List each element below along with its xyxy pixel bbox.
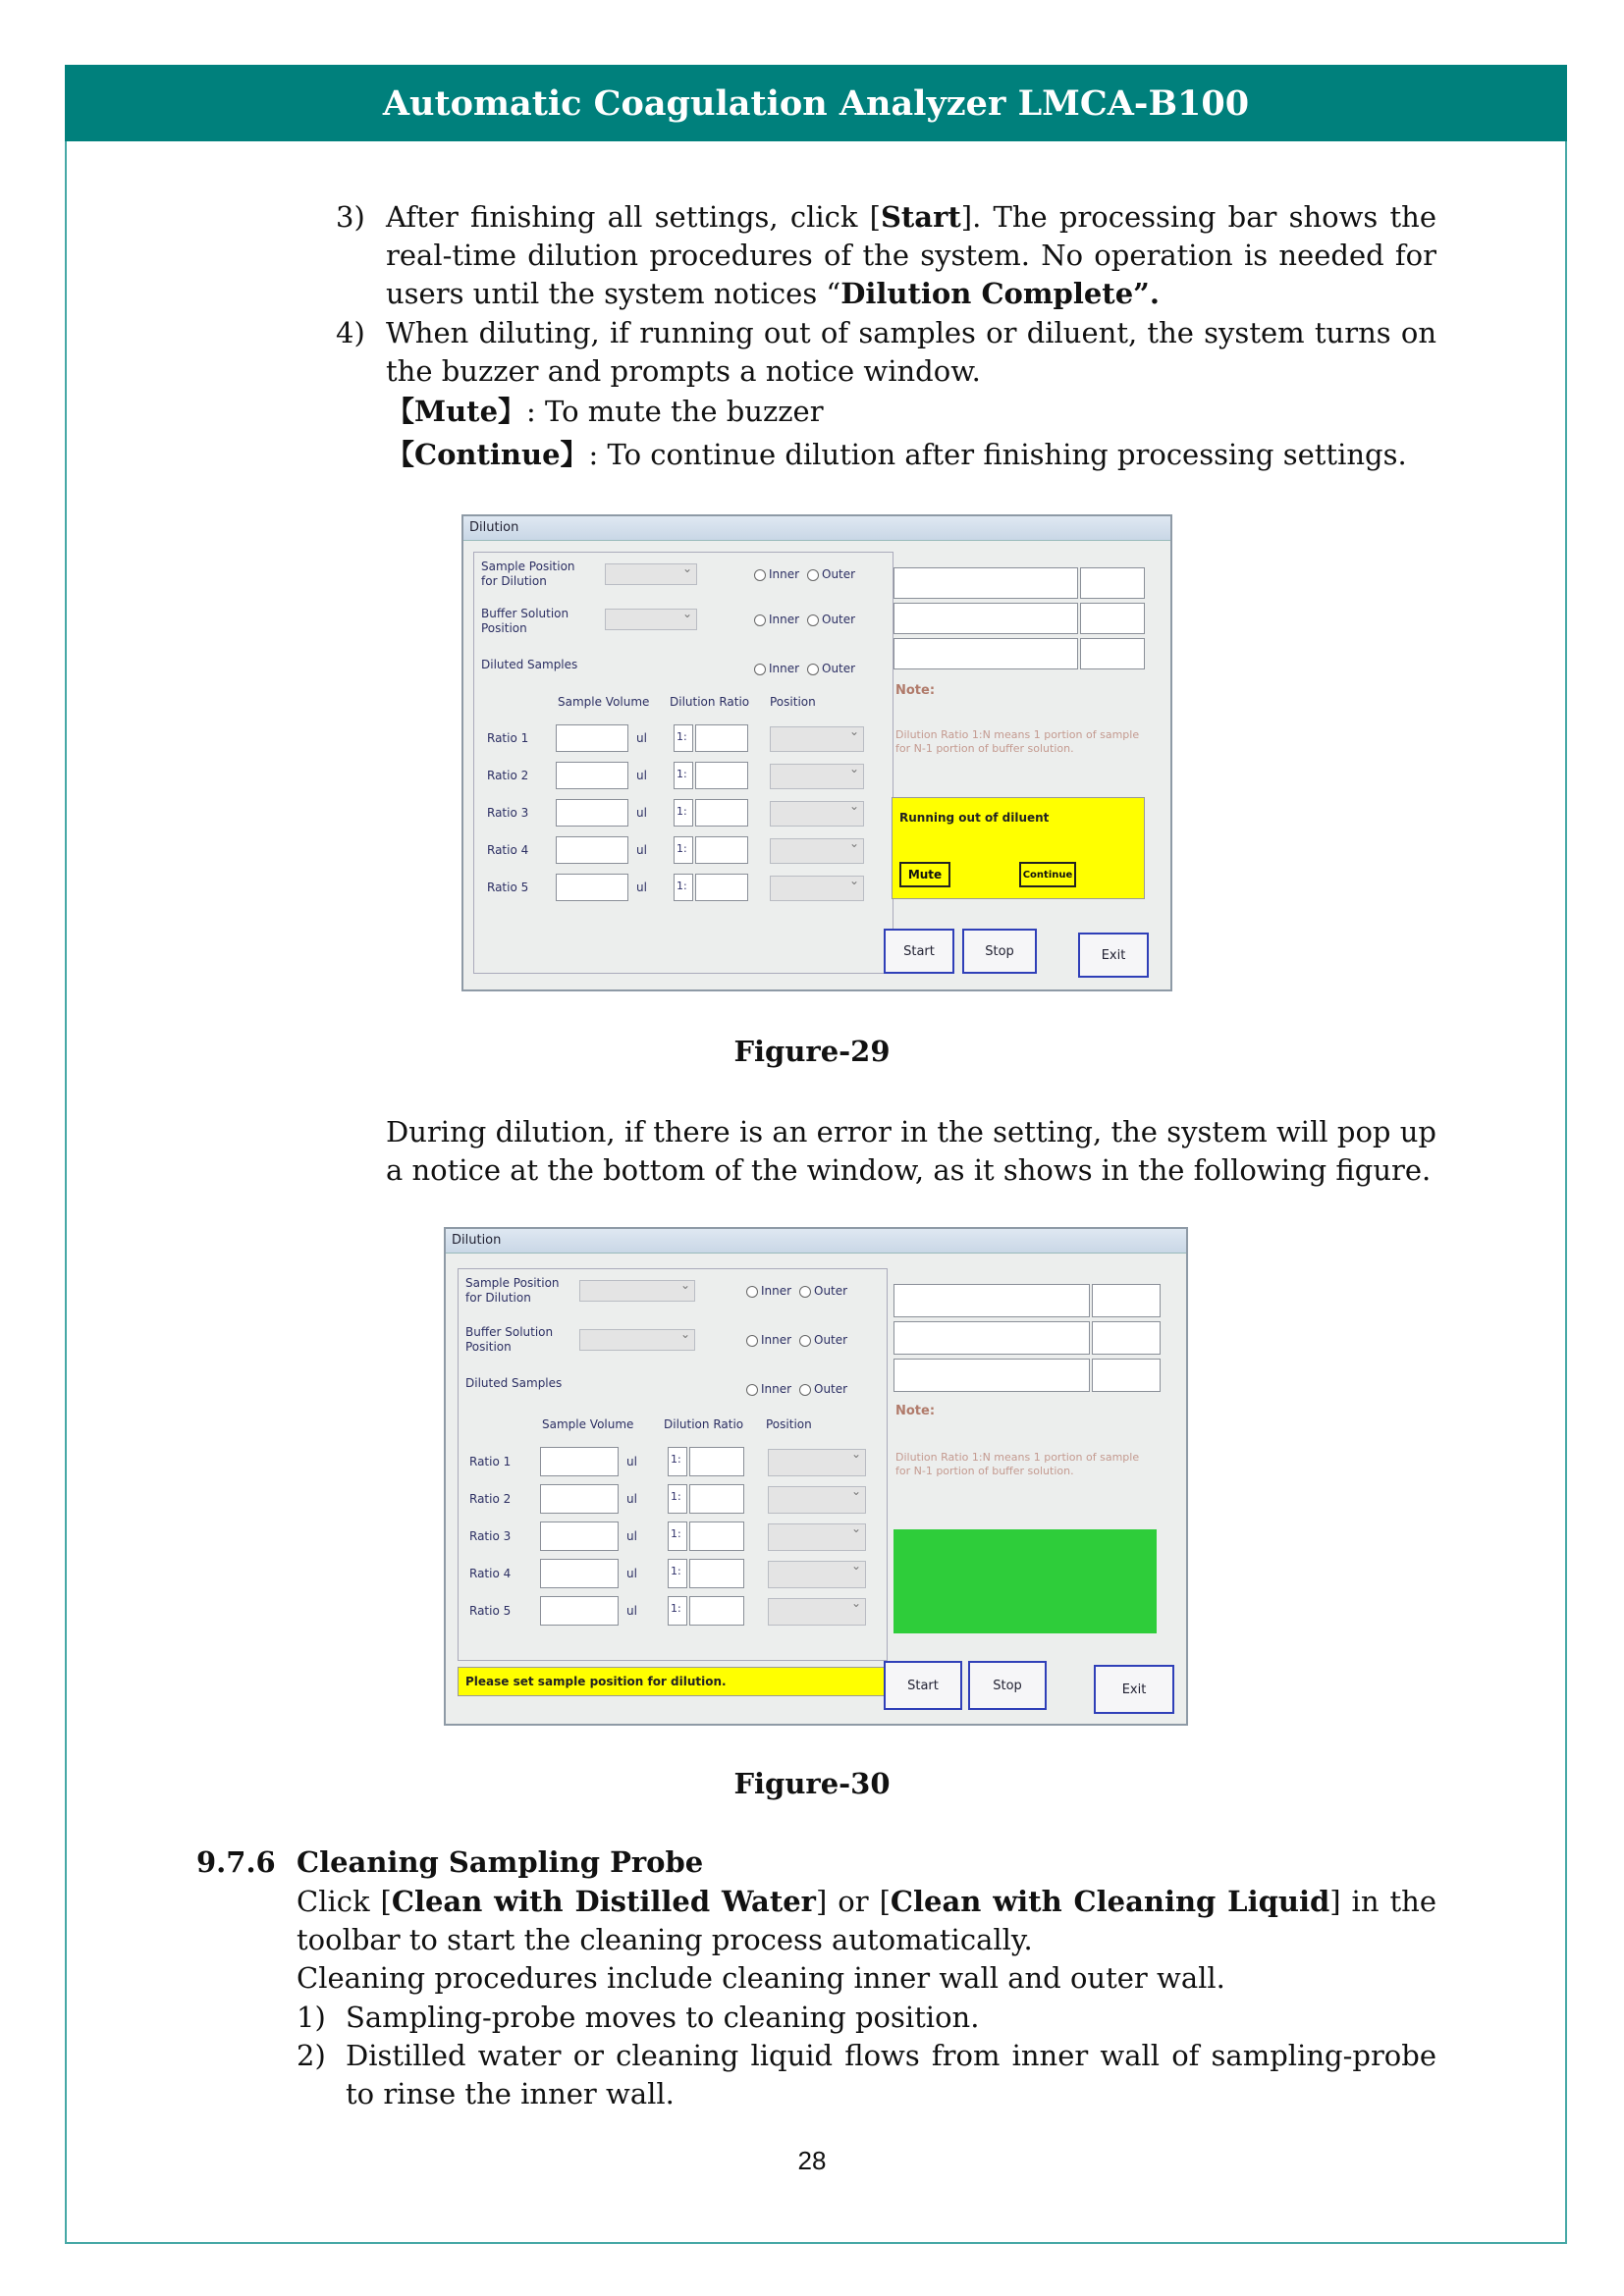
step-2-text: Distilled water or cleaning liquid flows from inner wall of sampling-probe to rinse the inner wall. — [346, 2039, 1436, 2110]
ratio-1-volume-input[interactable] — [556, 724, 628, 752]
stop-button[interactable]: Stop — [962, 929, 1037, 974]
ratio-1-prefix: 1: — [674, 724, 693, 752]
col-position: Position — [770, 695, 816, 709]
ratio-2-volume-input[interactable] — [556, 762, 628, 789]
ratio-1-unit: ul — [636, 731, 647, 745]
col-position: Position — [766, 1417, 812, 1431]
right-field-3b — [1092, 1359, 1161, 1392]
step-2-number: 2) — [297, 2039, 326, 2072]
sample-position-combo[interactable] — [605, 563, 697, 585]
ratio-3-unit: ul — [636, 806, 647, 820]
ratio-2-label: Ratio 2 — [487, 769, 529, 782]
continue-button[interactable]: Continue — [1019, 862, 1076, 887]
sample-position-label: Sample Position for Dilution — [481, 560, 575, 588]
ratio-5-volume-input[interactable] — [540, 1596, 619, 1626]
ratio-3-label: Ratio 3 — [487, 806, 529, 820]
header-title: Automatic Coagulation Analyzer LMCA-B100 — [382, 82, 1250, 124]
right-field-1b — [1080, 567, 1145, 599]
ratio-5-label: Ratio 5 — [487, 881, 529, 894]
ratio-4-position-combo[interactable] — [768, 1561, 866, 1588]
buffer-inner-radio[interactable]: Inner — [746, 1333, 791, 1347]
buffer-position-combo[interactable] — [579, 1329, 695, 1351]
figure-30-caption: Figure-30 — [733, 1767, 891, 1800]
ratio-5-prefix: 1: — [674, 874, 693, 901]
ratio-3-volume-input[interactable] — [540, 1522, 619, 1551]
buffer-outer-radio[interactable]: Outer — [807, 613, 855, 626]
ratio-3-position-combo[interactable] — [768, 1523, 866, 1551]
ratio-2-position-combo[interactable] — [770, 764, 864, 789]
ratio-1-volume-input[interactable] — [540, 1447, 619, 1476]
step-1-text: Sampling-probe moves to cleaning position. — [346, 2001, 980, 2034]
right-field-2b — [1080, 603, 1145, 634]
ratio-4-volume-input[interactable] — [540, 1559, 619, 1588]
buffer-outer-radio[interactable]: Outer — [799, 1333, 847, 1347]
ratio-2-ratio-input[interactable] — [689, 1484, 744, 1514]
ratio-5-position-combo[interactable] — [768, 1598, 866, 1626]
header-banner — [65, 65, 1567, 141]
sample-inner-radio[interactable]: Inner — [746, 1284, 791, 1298]
note-text: Dilution Ratio 1:N means 1 portion of sample for N-1 portion of buffer solution. — [895, 1451, 1140, 1477]
exit-button[interactable]: Exit — [1078, 933, 1149, 978]
between-paragraph: During dilution, if there is an error in the setting, the system will pop up a notice at the bottom of the window, as it shows in the following figure. — [386, 1115, 1436, 1187]
exit-button[interactable]: Exit — [1094, 1665, 1174, 1714]
item-3-number: 3) — [336, 200, 365, 234]
col-sample-volume: Sample Volume — [542, 1417, 634, 1431]
right-field-3a — [893, 638, 1078, 669]
status-box — [893, 1529, 1157, 1633]
section-number: 9.7.6 — [196, 1845, 276, 1879]
item-4-text: When diluting, if running out of samples or diluent, the system turns on the buzzer and prompts a notice window. — [386, 316, 1436, 388]
stop-button[interactable]: Stop — [968, 1661, 1047, 1710]
buffer-position-label: Buffer Solution Position — [465, 1325, 554, 1354]
ratio-5-label: Ratio 5 — [469, 1604, 512, 1618]
ratio-2-volume-input[interactable] — [540, 1484, 619, 1514]
diluted-outer-radio[interactable]: Outer — [807, 662, 855, 675]
right-field-3a — [893, 1359, 1090, 1392]
ratio-1-unit: ul — [626, 1455, 637, 1468]
ratio-1-label: Ratio 1 — [469, 1455, 512, 1468]
section-paragraph-2: Cleaning procedures include cleaning inner wall and outer wall. — [297, 1961, 1225, 1995]
ratio-2-prefix: 1: — [668, 1484, 687, 1514]
item-4-number: 4) — [336, 316, 365, 349]
ratio-4-volume-input[interactable] — [556, 836, 628, 864]
diluted-outer-radio[interactable]: Outer — [799, 1382, 847, 1396]
ratio-2-unit: ul — [636, 769, 647, 782]
right-field-2b — [1092, 1321, 1161, 1355]
mute-button[interactable]: Mute — [899, 862, 950, 887]
col-dilution-ratio: Dilution Ratio — [670, 695, 750, 709]
ratio-5-ratio-input[interactable] — [689, 1596, 744, 1626]
ratio-4-unit: ul — [626, 1567, 637, 1580]
start-button[interactable]: Start — [884, 1661, 962, 1710]
ratio-3-ratio-input[interactable] — [695, 799, 748, 827]
ratio-1-label: Ratio 1 — [487, 731, 529, 745]
diluted-samples-label: Diluted Samples — [481, 658, 578, 671]
ratio-1-position-combo[interactable] — [770, 726, 864, 752]
ratio-3-prefix: 1: — [668, 1522, 687, 1551]
ratio-2-ratio-input[interactable] — [695, 762, 748, 789]
ratio-3-unit: ul — [626, 1529, 637, 1543]
ratio-5-ratio-input[interactable] — [695, 874, 748, 901]
ratio-2-label: Ratio 2 — [469, 1492, 512, 1506]
diluted-samples-label: Diluted Samples — [465, 1376, 563, 1390]
ratio-1-ratio-input[interactable] — [695, 724, 748, 752]
dialog-title: Dilution — [446, 1229, 1186, 1254]
section-paragraph-1: Click [Clean with Distilled Water] or [Clean with Cleaning Liquid] in the toolbar to start the cleaning process automatically. — [297, 1885, 1436, 1956]
buffer-position-label: Buffer Solution Position — [481, 607, 569, 635]
ratio-1-position-combo[interactable] — [768, 1449, 866, 1476]
figure-30-dialog — [444, 1227, 1188, 1726]
ratio-4-ratio-input[interactable] — [695, 836, 748, 864]
sample-inner-radio[interactable]: Inner — [754, 567, 799, 581]
right-field-3b — [1080, 638, 1145, 669]
diluted-inner-radio[interactable]: Inner — [746, 1382, 791, 1396]
item-3-text: After finishing all settings, click [Start]. The processing bar shows the real-time dilution procedures of the system. No operation is needed for users until the system notices “Dilution Complete”. — [386, 200, 1436, 310]
figure-29-caption: Figure-29 — [733, 1035, 891, 1068]
page-number: 28 — [797, 2146, 827, 2175]
ratio-2-prefix: 1: — [674, 762, 693, 789]
note-text: Dilution Ratio 1:N means 1 portion of sample for N-1 portion of buffer solution. — [895, 728, 1140, 755]
right-field-1b — [1092, 1284, 1161, 1317]
right-field-1a — [893, 567, 1078, 599]
ratio-4-label: Ratio 4 — [469, 1567, 512, 1580]
buffer-position-combo[interactable] — [605, 609, 697, 630]
figure-29-dialog — [461, 514, 1172, 991]
ratio-3-volume-input[interactable] — [556, 799, 628, 827]
ratio-4-position-combo[interactable] — [770, 838, 864, 864]
start-button[interactable]: Start — [884, 929, 954, 974]
ratio-5-volume-input[interactable] — [556, 874, 628, 901]
ratio-5-position-combo[interactable] — [770, 876, 864, 901]
sample-outer-radio[interactable]: Outer — [799, 1284, 847, 1298]
ratio-4-ratio-input[interactable] — [689, 1559, 744, 1588]
error-text: Please set sample position for dilution. — [465, 1675, 727, 1688]
col-sample-volume: Sample Volume — [558, 695, 650, 709]
col-dilution-ratio: Dilution Ratio — [664, 1417, 744, 1431]
ratio-5-unit: ul — [636, 881, 647, 894]
ratio-5-unit: ul — [626, 1604, 637, 1618]
ratio-2-unit: ul — [626, 1492, 637, 1506]
sample-position-label: Sample Position for Dilution — [465, 1276, 560, 1305]
right-field-2a — [893, 603, 1078, 634]
ratio-3-position-combo[interactable] — [770, 801, 864, 827]
ratio-4-label: Ratio 4 — [487, 843, 529, 857]
mute-description: 【Mute】: To mute the buzzer — [386, 395, 824, 428]
ratio-4-prefix: 1: — [668, 1559, 687, 1588]
sample-outer-radio[interactable]: Outer — [807, 567, 855, 581]
buffer-inner-radio[interactable]: Inner — [754, 613, 799, 626]
ratio-3-label: Ratio 3 — [469, 1529, 512, 1543]
note-title: Note: — [895, 683, 936, 698]
dialog-title: Dilution — [463, 516, 1170, 541]
alert-text: Running out of diluent — [899, 811, 1050, 825]
ratio-1-prefix: 1: — [668, 1447, 687, 1476]
ratio-3-ratio-input[interactable] — [689, 1522, 744, 1551]
step-1-number: 1) — [297, 2001, 326, 2034]
ratio-3-prefix: 1: — [674, 799, 693, 827]
diluted-inner-radio[interactable]: Inner — [754, 662, 799, 675]
ratio-1-ratio-input[interactable] — [689, 1447, 744, 1476]
section-title: Cleaning Sampling Probe — [297, 1845, 704, 1879]
note-title: Note: — [895, 1404, 936, 1418]
sample-position-combo[interactable] — [579, 1280, 695, 1302]
right-field-2a — [893, 1321, 1090, 1355]
ratio-4-unit: ul — [636, 843, 647, 857]
continue-description: 【Continue】: To continue dilution after finishing processing settings. — [386, 438, 1407, 471]
ratio-4-prefix: 1: — [674, 836, 693, 864]
ratio-5-prefix: 1: — [668, 1596, 687, 1626]
right-field-1a — [893, 1284, 1090, 1317]
ratio-2-position-combo[interactable] — [768, 1486, 866, 1514]
